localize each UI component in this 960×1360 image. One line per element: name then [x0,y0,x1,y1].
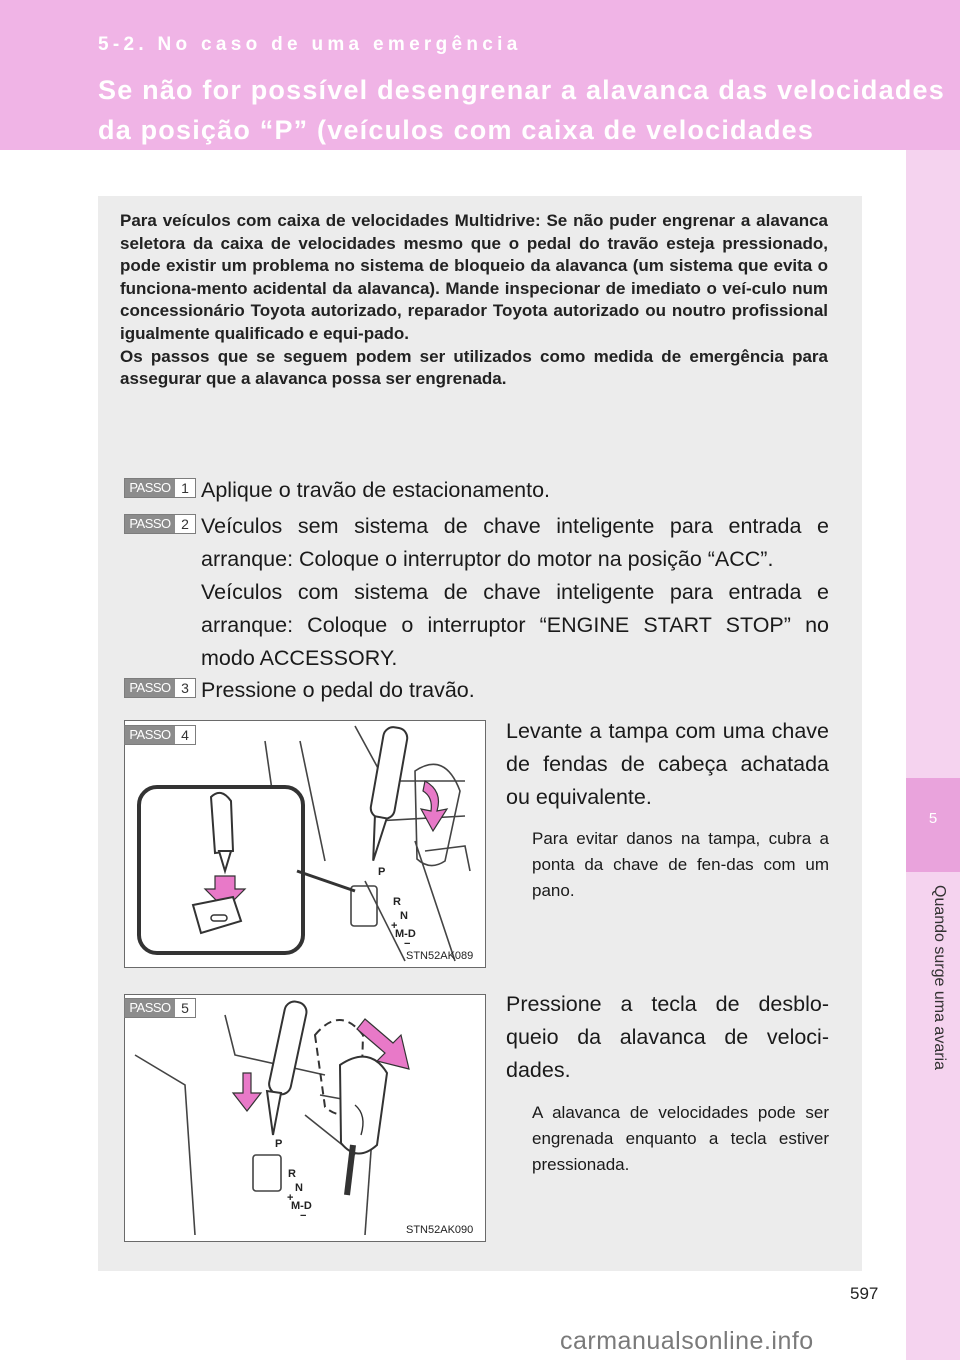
gate-label-plus: + [391,920,398,932]
figure-code: STN52AK090 [406,1224,474,1236]
title-line-2: da posição “P” (veículos com caixa de velocidades Multidrive) [98,115,815,185]
step-4-note: Para evitar danos na tampa, cubra a ponta da chave de fen-das com um pano. [532,829,829,900]
step-5-note: A alavanca de velocidades pode ser engrenada enquanto a tecla estiver pressionada. [532,1103,829,1174]
page-number: 597 [850,1284,879,1303]
gate-label-md: M-D [395,928,416,940]
gate-label-r: R [288,1168,296,1180]
step-1-text: Aplique o travão de estacionamento. [201,478,551,502]
gate-label-p: P [275,1138,283,1150]
step-2-text: Veículos sem sistema de chave inteligente para entrada e arranque: Coloque o interruptor do motor na posição “ACC”. Veículos com sistema de chave inteligente para entrada e arranque: Coloque o interruptor “ENGINE START STOP” no modo ACCESSORY. [201,514,829,670]
chapter-title: Quando surge uma avaria [931,885,948,1070]
watermark: carmanualsonline.info [560,1327,814,1355]
step-4-illustration [124,720,486,968]
screwdriver-lift-cover-icon [125,721,486,968]
gate-label-n: N [295,1182,303,1194]
page-header [0,0,960,185]
step-4-text: Levante a tampa com uma chave de fendas de cabeça achatada ou equivalente. [506,719,829,809]
gate-label-md: M-D [291,1200,312,1212]
gate-label-n: N [400,910,408,922]
gate-label-minus: − [300,1210,307,1222]
warning-text [120,210,828,391]
title-line-1: Se não for possível desengrenar a alavanca das velocidades [98,75,945,105]
chapter-side-tab [906,150,960,1360]
gate-label-plus: + [287,1192,294,1204]
section-label: 5-2. No caso de uma emergência [98,34,522,55]
figure-code: STN52AK089 [406,950,474,962]
step-3-text: Pressione o pedal do travão. [201,678,475,702]
warning-paragraph-2: Os passos que se seguem podem ser utilizados como medida de emergência para assegurar que a alavanca possa ser engrenada. [120,346,828,389]
warning-paragraph-1: Para veículos com caixa de velocidades Multidrive: Se não puder engrenar a alavanca seletora da caixa de velocidades mesmo que o pedal do travão esteja pressionado, pode existir um problema no sistema de bloqueio da alavanca (um sistema que evita o funciona-mento acidental da alavanca). Mande inspecionar de imediato o veí-culo num concessionário Toyota autorizado, reparador Toyota autorizado ou noutro profissional igualmente qualificado e equi-pado. [120,211,828,343]
gate-label-minus: − [404,938,411,950]
step-5-text: Pressione a tecla de desblo-queio da alavanca de veloci-dades. [506,992,829,1082]
step-5-illustration [124,994,486,1242]
page-title [98,70,960,190]
chapter-number: 5 [928,810,938,827]
gate-label-r: R [393,896,401,908]
gate-label-p: P [378,866,386,878]
